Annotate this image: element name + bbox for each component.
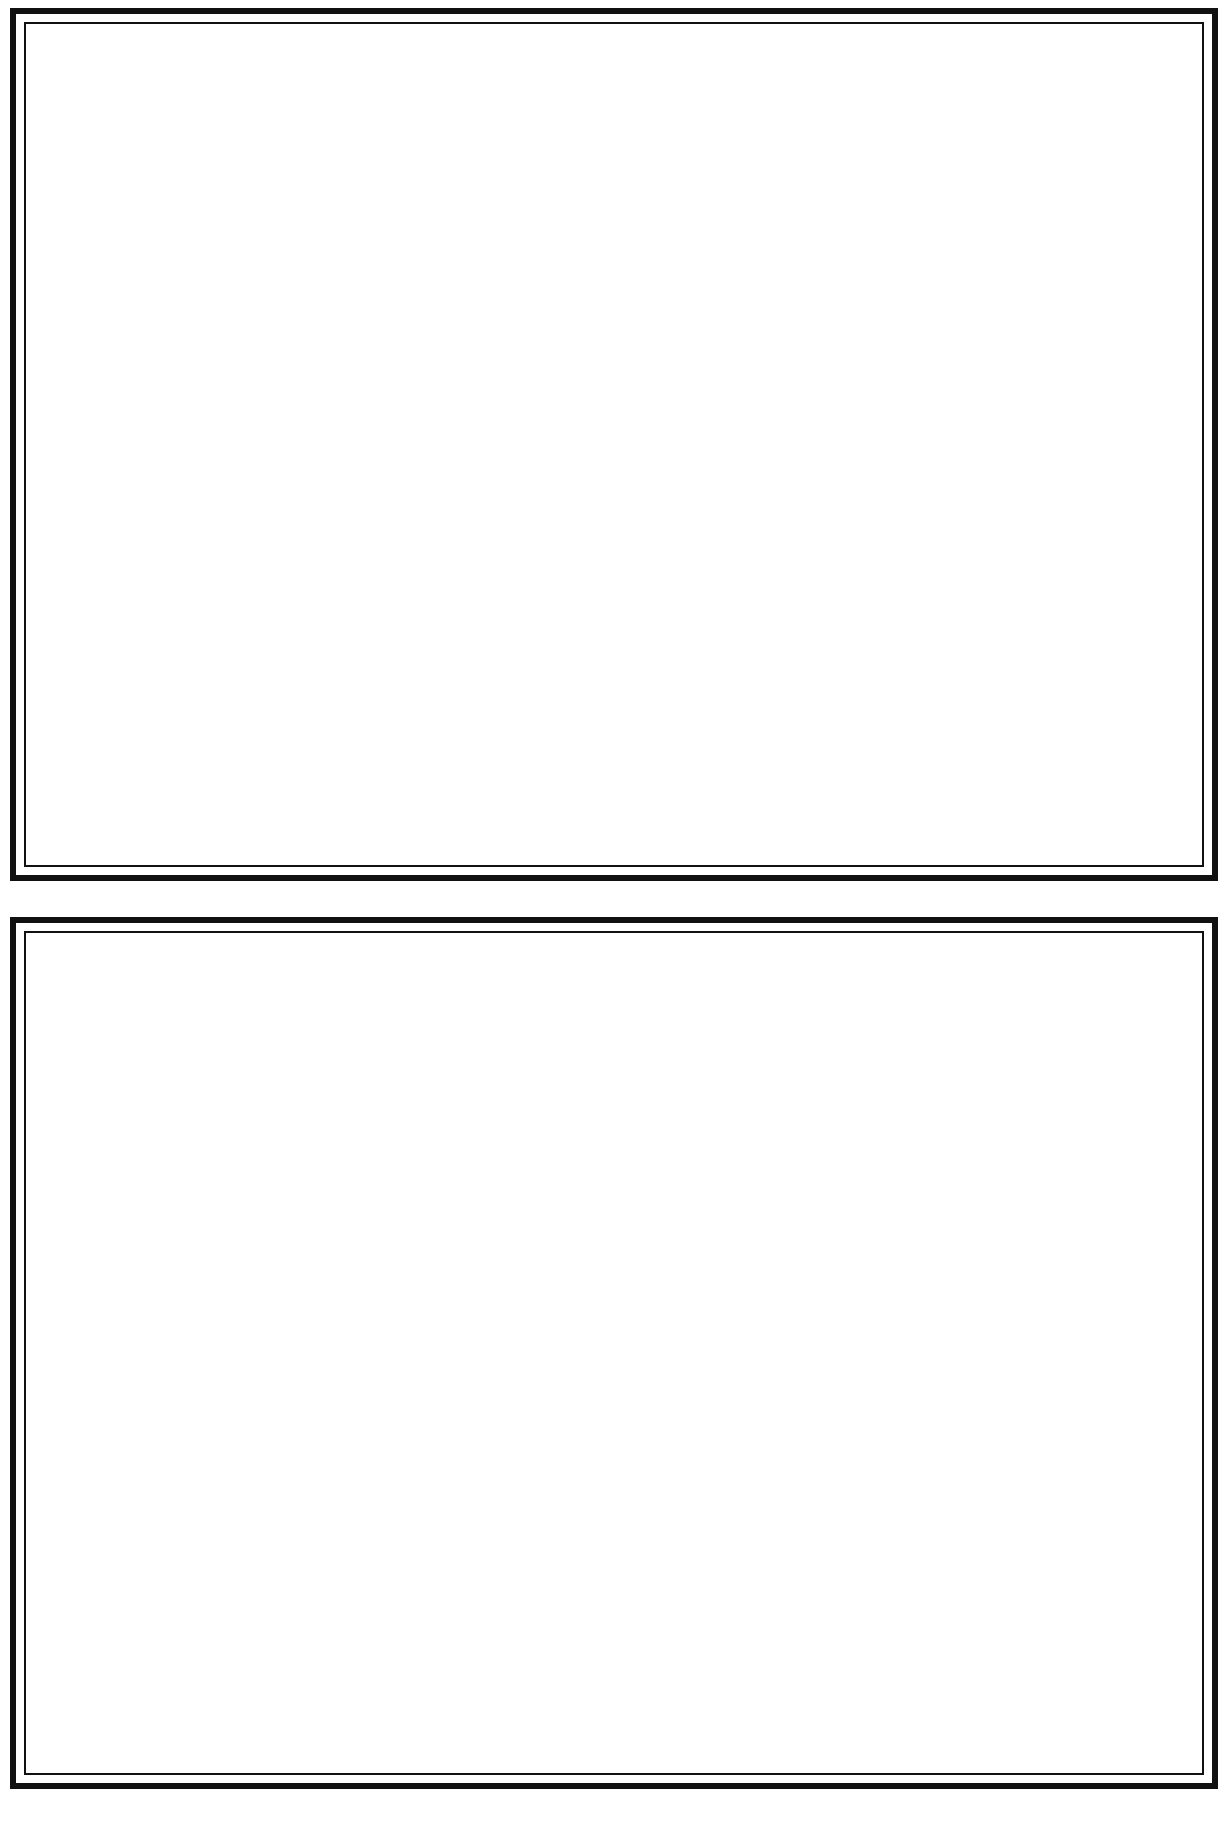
- bottom-text-block: [24, 931, 1204, 1775]
- top-text-block: [24, 22, 1204, 867]
- bottom-page-panel: [10, 917, 1218, 1789]
- top-page-panel: [10, 8, 1218, 881]
